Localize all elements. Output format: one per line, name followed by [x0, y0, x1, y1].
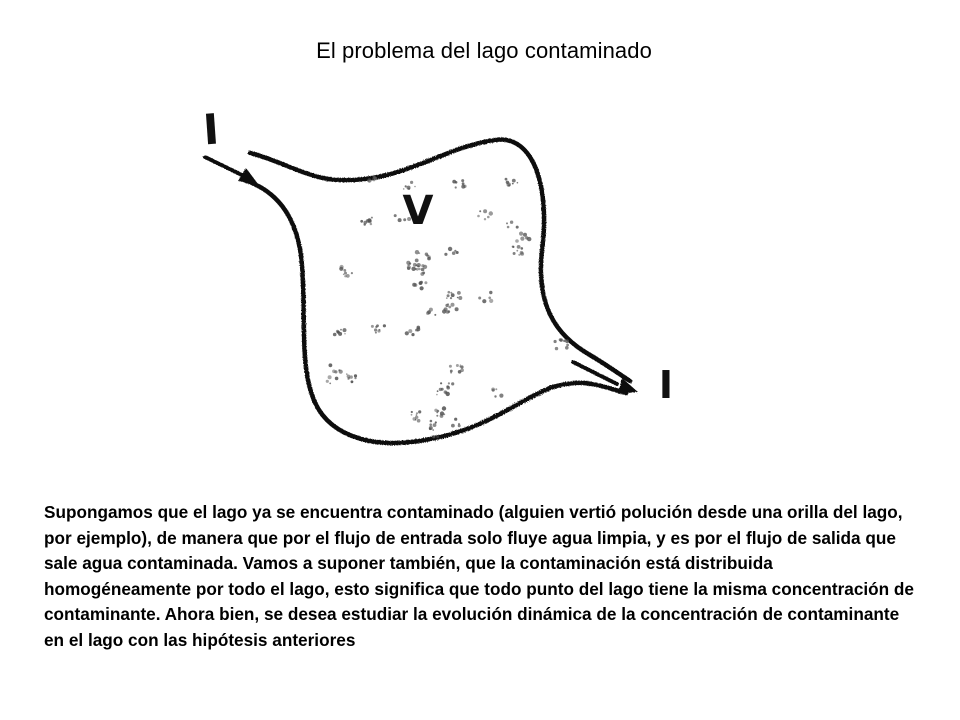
speckle-dot: [333, 333, 337, 337]
speckle-dot: [338, 332, 342, 336]
speckle-dot: [437, 390, 439, 392]
speckle-dot: [411, 411, 413, 413]
speckle-dot: [354, 374, 357, 377]
speckle-dot: [460, 368, 464, 372]
speckle-dot: [433, 423, 437, 427]
speckle-dot: [517, 182, 519, 184]
speckle-dot: [447, 294, 450, 297]
speckle-dot: [455, 307, 459, 311]
speckle-dot: [520, 252, 524, 256]
speckle-dot: [525, 236, 528, 239]
speckle-dot: [417, 330, 419, 332]
lake-outline: [244, 140, 630, 443]
speckle-dot: [460, 365, 463, 368]
speckle-dot: [417, 419, 421, 423]
speckle-dot: [513, 252, 516, 255]
speckle-dot: [430, 420, 433, 423]
speckle-dot: [458, 296, 462, 300]
speckle-dot: [455, 181, 458, 184]
speckle-dot: [343, 328, 347, 332]
speckle-dot: [506, 181, 509, 184]
speckle-dot: [483, 209, 487, 213]
speckle-dot: [495, 388, 497, 390]
speckle-dot: [460, 364, 462, 366]
speckle-dot: [420, 286, 424, 290]
speckle-dot: [398, 218, 402, 222]
speckle-dot: [462, 182, 465, 185]
speckle-dot: [421, 268, 425, 272]
speckle-dot: [344, 333, 346, 335]
speckle-dot: [413, 263, 417, 267]
speckle-dot: [372, 178, 376, 182]
speckle-dot: [416, 412, 418, 414]
speckle-dot: [432, 429, 434, 431]
speckle-dot: [417, 263, 421, 267]
speckle-dot: [368, 219, 372, 223]
speckle-dot: [346, 373, 348, 375]
speckle-dot: [489, 299, 493, 303]
speckle-dot: [484, 218, 486, 220]
speckle-dot: [436, 394, 438, 396]
speckle-dot: [555, 347, 558, 350]
speckle-dot: [405, 331, 409, 335]
speckle-dot: [338, 369, 340, 371]
speckle-dot: [434, 409, 437, 412]
speckle-dot: [427, 255, 429, 257]
speckle-dot: [343, 269, 346, 272]
slide-title-text: El problema del lago contaminado: [316, 38, 652, 63]
speckle-dot: [523, 233, 527, 237]
speckle-dot: [456, 364, 459, 367]
speckle-dot: [435, 421, 437, 423]
speckle-dot: [487, 216, 490, 219]
inflow-arrow: [205, 157, 258, 184]
speckle-dot: [565, 339, 569, 343]
speckle-dot: [506, 222, 508, 224]
speckle-dot: [415, 268, 417, 270]
speckle-dot: [451, 424, 455, 428]
speckle-dot: [457, 297, 459, 299]
speckle-dot: [477, 215, 480, 218]
speckle-dot: [383, 324, 386, 327]
speckle-dot: [367, 178, 371, 182]
speckle-dot: [455, 186, 457, 188]
speckle-dot: [429, 426, 433, 430]
speckle-dot: [521, 247, 524, 250]
speckle-dot: [415, 259, 419, 263]
speckle-dot: [439, 388, 442, 391]
speckle-dot: [375, 326, 377, 328]
speckle-dot: [371, 325, 374, 328]
speckle-dot: [516, 250, 518, 252]
speckle-dot: [488, 297, 491, 300]
speckle-dot: [429, 423, 432, 426]
speckle-dot: [554, 340, 557, 343]
speckle-dot: [379, 329, 381, 331]
speckle-dot: [516, 226, 519, 229]
speckle-dot: [418, 410, 421, 413]
speckle-dot: [450, 297, 452, 299]
speckle-dot: [449, 365, 452, 368]
speckle-dot: [432, 435, 435, 438]
speckle-dot: [328, 375, 332, 379]
speckle-dot: [446, 386, 450, 390]
speckle-dot: [334, 370, 337, 373]
speckle-dot: [507, 226, 510, 229]
speckle-dot: [461, 185, 465, 189]
outflow-label: I: [658, 363, 674, 407]
speckle-dot: [566, 344, 569, 347]
speckle-dot: [408, 329, 412, 333]
speckle-dot: [510, 221, 513, 224]
speckle-dot: [375, 332, 377, 334]
speckle-dot: [371, 217, 373, 219]
slide-title: [0, 38, 960, 64]
speckle-dot: [410, 181, 413, 184]
speckle-dot: [445, 304, 448, 307]
speckle-dot: [407, 265, 411, 269]
speckle-dot: [457, 291, 461, 295]
speckle-dot: [458, 424, 461, 427]
speckle-dot: [444, 307, 448, 311]
speckle-dot: [350, 375, 353, 378]
speckle-dot: [444, 390, 447, 393]
speckle-dot: [448, 382, 450, 384]
speckle-dot: [494, 395, 496, 397]
speckle-dot: [394, 214, 397, 217]
speckle-dot: [413, 417, 417, 421]
speckle-dot: [444, 253, 447, 256]
speckle-dot: [515, 239, 519, 243]
speckle-dot: [451, 293, 455, 297]
speckle-dot: [351, 272, 353, 274]
speckle-dot: [329, 383, 331, 385]
speckle-dot: [512, 179, 516, 183]
speckle-dot: [479, 210, 481, 212]
speckle-dot: [446, 297, 448, 299]
speckle-dot: [415, 250, 419, 254]
speckle-dot: [482, 299, 486, 303]
speckle-dot: [492, 389, 495, 392]
speckle-dot: [421, 264, 424, 267]
speckle-dot: [451, 382, 454, 385]
speckle-dot: [508, 184, 510, 186]
speckle-dot: [336, 330, 339, 333]
volume-label: V: [402, 188, 434, 234]
speckle-dot: [424, 281, 427, 284]
speckle-dot: [448, 306, 451, 309]
speckle-dot: [351, 381, 353, 383]
speckle-dot: [518, 254, 520, 256]
speckle-dot: [436, 415, 438, 417]
speckle-dot: [442, 406, 446, 410]
speckle-dot: [440, 382, 442, 384]
speckle-dot: [559, 338, 562, 341]
speckle-dot: [411, 414, 413, 416]
speckle-dot: [419, 282, 422, 285]
speckle-dot: [409, 262, 411, 264]
speckle-dot: [505, 178, 508, 181]
speckle-dot: [517, 245, 521, 249]
speckle-dot: [411, 333, 414, 336]
lake-diagram: [190, 100, 700, 460]
speckle-dot: [434, 314, 436, 316]
speckle-dot: [512, 246, 514, 248]
speckle-dot: [519, 232, 523, 236]
speckle-dot: [416, 414, 418, 416]
speckle-dot: [344, 275, 346, 277]
speckle-dot: [335, 377, 339, 381]
speckle-dot: [461, 179, 464, 182]
speckle-dot: [565, 346, 569, 350]
speckle-dot: [339, 267, 343, 271]
speckle-dot: [520, 237, 524, 241]
speckle-dot: [499, 394, 503, 398]
speckle-dot: [414, 283, 418, 287]
speckle-dot: [450, 372, 452, 374]
speckle-dot: [451, 303, 455, 307]
speckle-dot: [329, 363, 333, 367]
speckle-dot: [478, 297, 481, 300]
speckle-dot: [440, 414, 444, 418]
speckle-dot: [512, 183, 514, 185]
speckle-dot: [489, 291, 492, 294]
speckle-dot: [422, 272, 425, 275]
explanation-paragraph: Supongamos que el lago ya se encuentra contaminado (alguien vertió polución desde una orilla del lago, por ejemplo), de manera que por el flujo de entrada solo fluye agua limpia, y es por el flujo de salida que sale agua contaminada. Vamos a suponer también, que la contaminación está distribuida homogéneamente por todo el lago, esto significa que todo punto del lago tiene la misma concentración de contaminante. Ahora bien, se desea estudiar la evolución dinámica de la concentración de contaminante en el lago con las hipótesis anteriores: [44, 502, 914, 650]
speckle-dot: [340, 329, 342, 331]
speckle-dot: [360, 220, 363, 223]
speckle-dot: [454, 418, 457, 421]
speckle-dot: [426, 311, 430, 315]
speckle-dot: [344, 272, 347, 275]
speckle-dot: [436, 436, 439, 439]
inflow-label: I: [201, 104, 221, 155]
speckle-dot: [448, 247, 452, 251]
speckle-dot: [326, 380, 329, 383]
speckle-dot: [456, 251, 459, 254]
speckle-dot: [448, 291, 451, 294]
speckle-dot: [489, 211, 493, 215]
speckle-dot: [374, 328, 377, 331]
speckle-dot: [452, 251, 456, 255]
